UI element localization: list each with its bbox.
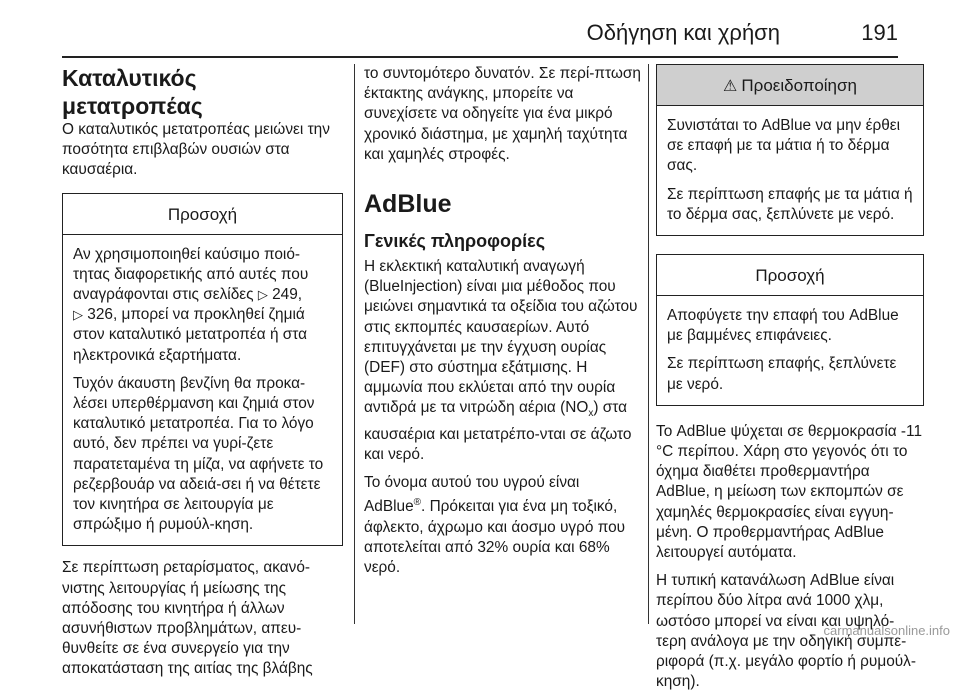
- column-1: [62, 64, 343, 680]
- caution-box-fuel: [62, 193, 343, 547]
- caution-paragraph-2: Τυχόν άκαυστη βενζίνη θα προκα-λέσει υπερθέρμανση και ζημιά στον καταλυτικό μετατροπέα. Για το λόγο αυτό, δεν πρέπει να γυρί-ζετε παρατεταμένα τη μίζα, να αφήνετε το ρεζερβουάρ να αδειά-σει ή να θέτετε τον κινητήρα σε λειτουργία με σπρώξιμο ή ρυμούλ-κηση.: [73, 374, 324, 534]
- warning-paragraph-2: Σε περίπτωση επαφής με τα μάτια ή το δέρμα σας, ξεπλύνετε με νερό.: [667, 185, 913, 223]
- scr-paragraph: Η εκλεκτική καταλυτική αναγωγή (BlueInjection) είναι μια μέθοδος που μειώνει σημαντικά τα οξείδια του αζώτου στις εκπομπές καυσαερίων. Αυτό επιτυγχάνεται με την έγχυση ουρίας (DEF) στο σύστημα εξάτμισης. Η αμμωνία που εκλύεται από την ουρία αντιδρά με τα νιτρώδη αέρια $(NO_x)$ στα καυσαέρια και μετατρέπο-νται σε άζωτο και νερό.: [364, 258, 638, 463]
- consumption-paragraph: Η τυπική κατανάλωση AdBlue είναι περίπου δύο λίτρα ανά 1000 χλμ, ωστόσο μπορεί να είναι και υψηλό-τερη ανάλογα με την οδηγική συμπε-ριφορά (π.χ. μεγάλο φορτίο ή ρυμούλ-κηση).: [656, 572, 916, 691]
- column-3: [656, 64, 924, 692]
- page-number: 191: [861, 20, 898, 45]
- continuation-paragraph: το συντομότερο δυνατόν. Σε περί-πτωση έκτακτης ανάγκης, μπορείτε να συνεχίσετε να οδηγείτε για ένα μικρό χρονικό διάστημα, με χαμηλή ταχύτητα και χαμηλές στροφές.: [364, 65, 641, 163]
- section-title: Οδήγηση και χρήση: [586, 20, 780, 45]
- general-info-subheading: Γενικές πληροφορίες: [364, 231, 546, 252]
- column-divider-1: [354, 64, 355, 624]
- caution-paragraph-1: Αν χρησιμοποιηθεί καύσιμο ποιό-τητας διαφορετικής από αυτές που αναγράφονται στις σελίδες ▷ 249, ▷ 326, μπορεί να προκληθεί ζημιά στον καταλυτικό μετατροπέα ή στα ηλεκτρονικά εξαρτήματα.: [73, 245, 309, 364]
- column-divider-2: [648, 64, 649, 624]
- watermark: carmanualsonline.info: [823, 623, 950, 638]
- caution-paragraph-2: Σε περίπτωση επαφής, ξεπλύνετε με νερό.: [667, 355, 897, 393]
- freezing-paragraph: Το AdBlue ψύχεται σε θερμοκρασία -11 °C περίπου. Χάρη στο γεγονός ότι το όχημα διαθέτει προθερμαντήρα AdBlue, η μείωση των εκπομπών σε χαμηλές θερμοκρασίες είναι εγγυη-μένη. Ο προθερμαντήρας AdBlue λειτουργεί αυτόματα.: [656, 422, 923, 562]
- warning-triangle-icon: ⚠: [723, 78, 738, 95]
- page-header: [62, 18, 898, 58]
- page-reference-icon: ▷: [73, 307, 83, 323]
- malfunction-paragraph: Σε περίπτωση ρεταρίσματος, ακανό-νιστης λειτουργίας ή μείωσης της απόδοσης του κινητήρα ή άλλων ασυνήθιστων προβλημάτων, απευ-θυνθείτε σε ένα συνεργείο για την αποκατάσταση της αιτίας της βλάβης: [62, 559, 313, 678]
- page-reference-link[interactable]: 326: [87, 306, 113, 324]
- page-reference-icon: ▷: [257, 287, 268, 303]
- caution-box-paint: [656, 254, 924, 406]
- caution-box-title: Προσοχή: [63, 194, 342, 235]
- catalytic-converter-heading: Καταλυτικός μετατροπέας: [62, 65, 203, 119]
- warning-paragraph-1: Συνιστάται το AdBlue να μην έρθει σε επαφή με τα μάτια ή το δέρμα σας.: [667, 117, 901, 175]
- warning-box: [656, 64, 924, 236]
- page-reference-link[interactable]: 249: [272, 286, 298, 304]
- adblue-composition-paragraph: Το όνομα αυτού του υγρού είναι AdBlue®. Πρόκειται για ένα μη τοξικό, άφλεκτο, άχρωμο και άοσμο υγρό που αποτελείται από 32% ουρία και 68% νερό.: [364, 474, 626, 577]
- column-2: [364, 64, 642, 578]
- caution-paragraph-1: Αποφύγετε την επαφή του AdBlue με βαμμένες επιφάνειες.: [667, 307, 899, 345]
- warning-box-title: ⚠ Προειδοποίηση: [657, 65, 923, 106]
- catalytic-converter-intro: Ο καταλυτικός μετατροπέας μειώνει την ποσότητα επιβλαβών ουσιών στα καυσαέρια.: [62, 121, 330, 179]
- caution-box-title: Προσοχή: [657, 255, 923, 296]
- adblue-heading: AdBlue: [364, 190, 452, 219]
